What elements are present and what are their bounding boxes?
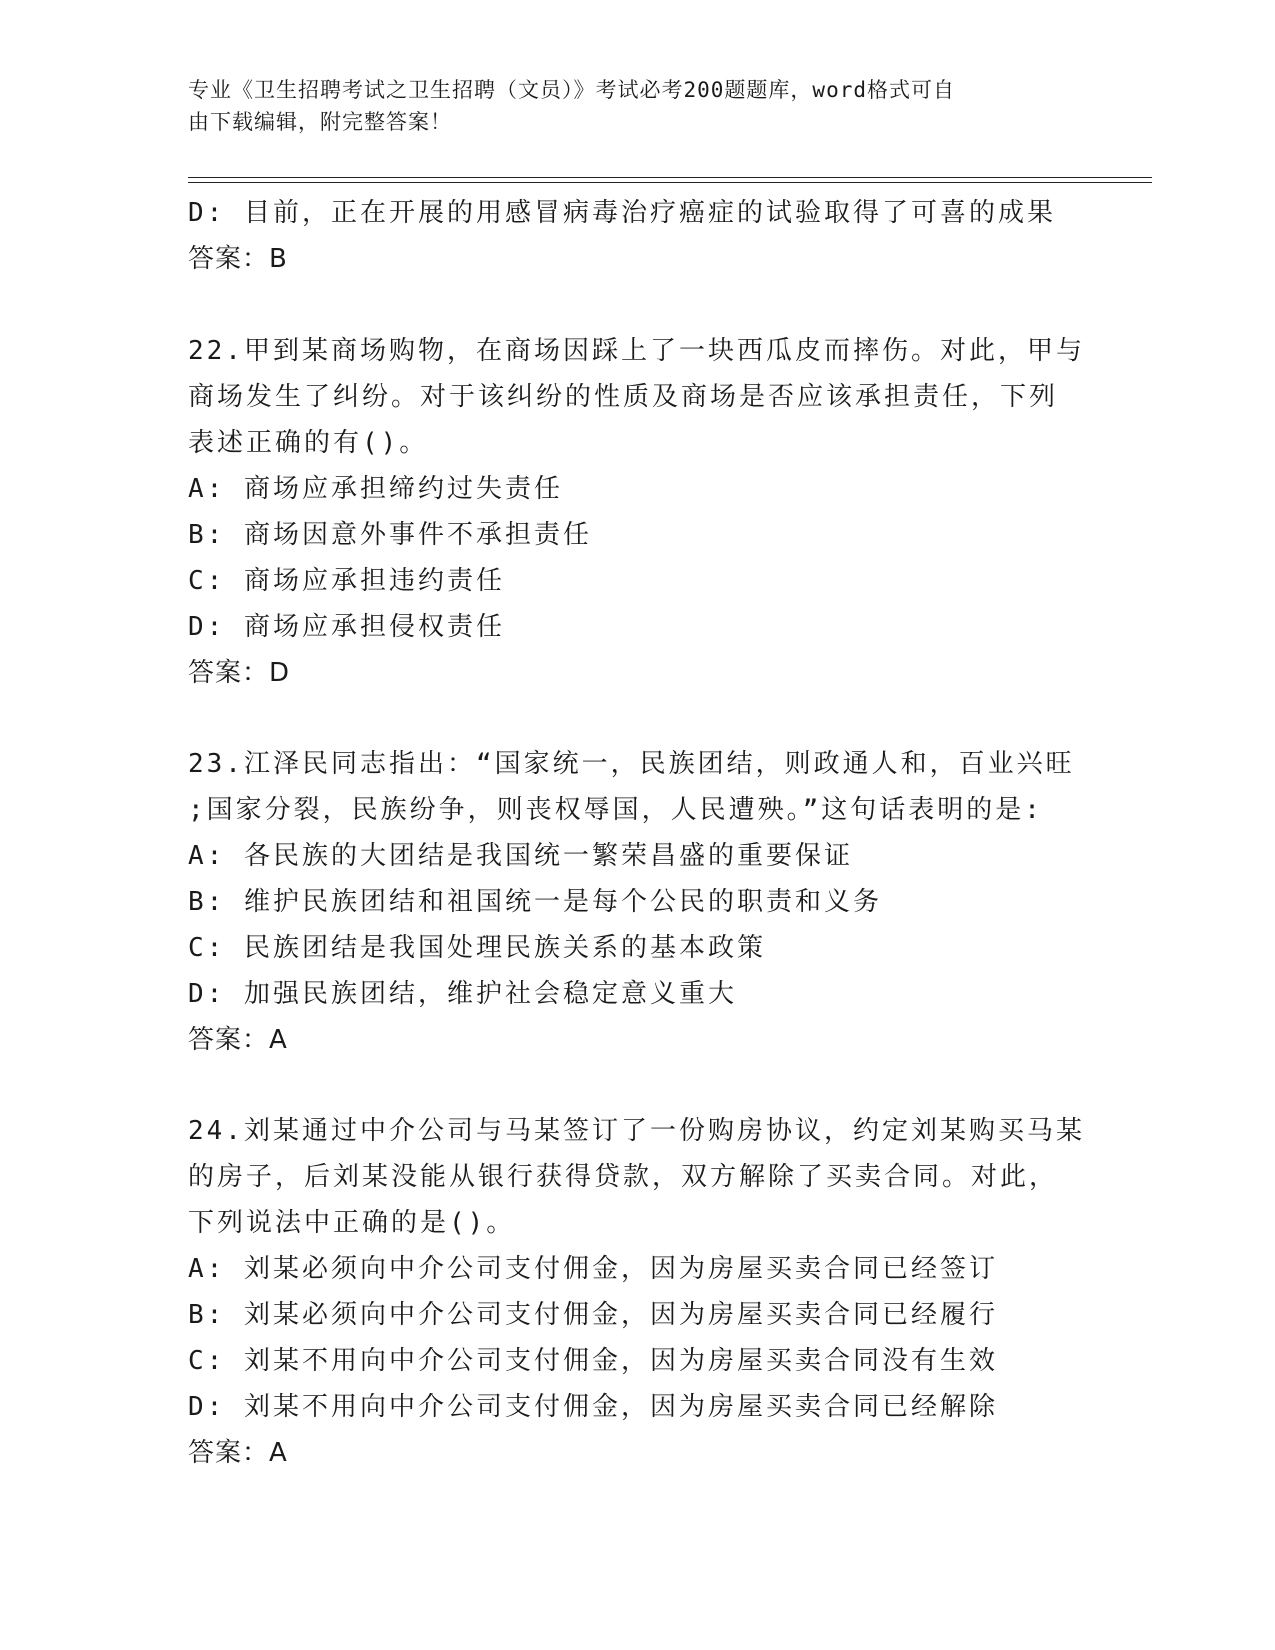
option-c: C: 商场应承担违约责任 xyxy=(188,566,505,596)
spacer xyxy=(188,282,1088,328)
header-divider xyxy=(188,177,1152,183)
question-stem-line: 23.江泽民同志指出：“国家统一，民族团结，则政通人和，百业兴旺 xyxy=(188,749,1075,779)
document-header xyxy=(188,74,1068,138)
option-a: A: 各民族的大团结是我国统一繁荣昌盛的重要保证 xyxy=(188,841,853,871)
option-a: A: 商场应承担缔约过失责任 xyxy=(188,474,563,504)
question-list xyxy=(188,190,1088,1476)
option-d: D: 刘某不用向中介公司支付佣金，因为房屋买卖合同已经解除 xyxy=(188,1392,998,1422)
option-a: A: 刘某必须向中介公司支付佣金，因为房屋买卖合同已经签订 xyxy=(188,1254,998,1284)
option-d: D: 加强民族团结，维护社会稳定意义重大 xyxy=(188,979,737,1009)
spacer xyxy=(188,1063,1088,1108)
answer-line: 答案：D xyxy=(188,658,291,688)
option-b: B: 商场因意外事件不承担责任 xyxy=(188,520,592,550)
question-stem-line: 表述正确的有()。 xyxy=(188,428,429,458)
option-c: C: 刘某不用向中介公司支付佣金，因为房屋买卖合同没有生效 xyxy=(188,1346,998,1376)
answer-line: 答案：B xyxy=(188,244,288,274)
question-stem-line: 22.甲到某商场购物，在商场因踩上了一块西瓜皮而摔伤。对此，甲与 xyxy=(188,336,1085,366)
option-b: B: 维护民族团结和祖国统一是每个公民的职责和义务 xyxy=(188,887,882,917)
question-stem-line: 下列说法中正确的是()。 xyxy=(188,1208,516,1238)
option-b: B: 刘某必须向中介公司支付佣金，因为房屋买卖合同已经履行 xyxy=(188,1300,998,1330)
question-block-24 xyxy=(188,1108,1088,1476)
question-block-22 xyxy=(188,328,1088,696)
option-c: C: 民族团结是我国处理民族关系的基本政策 xyxy=(188,933,766,963)
question-block-21-tail xyxy=(188,190,1088,282)
spacer xyxy=(188,696,1088,741)
option-d: D: 商场应承担侵权责任 xyxy=(188,612,505,642)
question-stem-line: ;国家分裂，民族纷争，则丧权辱国，人民遭殃。”这句话表明的是: xyxy=(188,795,1043,825)
header-title-line-1: 专业《卫生招聘考试之卫生招聘（文员）》考试必考200题题库，word格式可自 xyxy=(188,78,955,102)
question-block-23 xyxy=(188,741,1088,1063)
answer-line: 答案：A xyxy=(188,1438,288,1468)
header-title-line-2: 由下载编辑，附完整答案！ xyxy=(188,110,452,134)
question-stem-line: 商场发生了纠纷。对于该纠纷的性质及商场是否应该承担责任，下列 xyxy=(188,382,1059,412)
option-d: D: 目前，正在开展的用感冒病毒治疗癌症的试验取得了可喜的成果 xyxy=(188,198,1056,228)
answer-line: 答案：A xyxy=(188,1025,288,1055)
question-stem-line: 的房子，后刘某没能从银行获得贷款，双方解除了买卖合同。对此， xyxy=(188,1162,1059,1192)
question-stem-line: 24.刘某通过中介公司与马某签订了一份购房协议，约定刘某购买马某 xyxy=(188,1116,1085,1146)
